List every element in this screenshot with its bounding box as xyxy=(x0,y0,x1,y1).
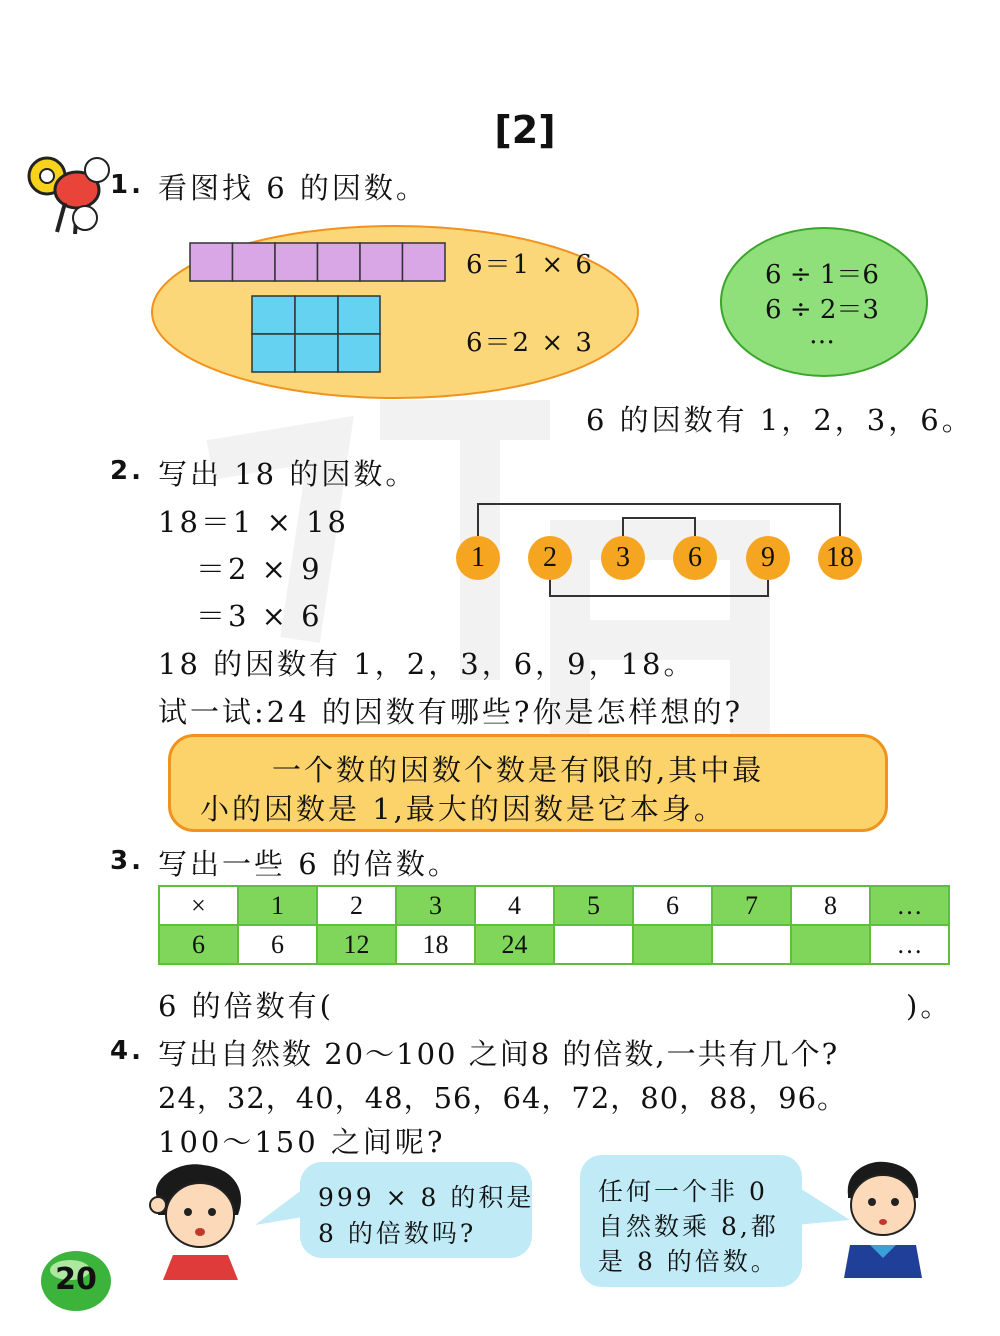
factor-circle: 1 xyxy=(456,536,500,580)
q2-line2: ＝2 × 9 xyxy=(196,552,323,586)
table-cell: 6 xyxy=(159,925,238,964)
girl-bubble-line2: 8 的倍数吗? xyxy=(318,1219,477,1248)
factor-circle: 18 xyxy=(818,536,862,580)
factor-circle: 6 xyxy=(673,536,717,580)
table-cell: 12 xyxy=(317,925,396,964)
mascot-key-icon xyxy=(15,148,110,238)
factor-pair-lines xyxy=(460,498,860,603)
factor-circle: 2 xyxy=(528,536,572,580)
note-line2: 小的因数是 1,最大的因数是它本身。 xyxy=(200,792,726,826)
table-cell: … xyxy=(870,925,949,964)
q3-answer-prefix: 6 的倍数有( xyxy=(158,989,334,1023)
cyan-grid xyxy=(252,296,380,372)
girl-avatar xyxy=(138,1160,268,1280)
table-row xyxy=(159,925,949,964)
q2-conclusion: 18 的因数有 1，2，3，6，9，18。 xyxy=(158,647,696,681)
table-cell: 1 xyxy=(238,886,317,925)
q1-title: 看图找 6 的因数。 xyxy=(158,171,428,205)
note-line1: 一个数的因数个数是有限的,其中最 xyxy=(272,753,765,787)
table-cell: 2 xyxy=(317,886,396,925)
table-cell: 4 xyxy=(475,886,554,925)
q1-div1: 6 ÷ 1＝6 xyxy=(765,260,879,290)
q3-answer-suffix: )。 xyxy=(906,989,953,1023)
table-cell: 5 xyxy=(554,886,633,925)
table-cell: 24 xyxy=(475,925,554,964)
q1-div2: 6 ÷ 2＝3 xyxy=(765,295,879,325)
table-cell[interactable] xyxy=(633,925,712,964)
boy-bubble-line3: 是 8 的倍数。 xyxy=(598,1247,779,1276)
girl-bubble-line1: 999 × 8 的积是 xyxy=(318,1183,535,1212)
q2-title: 写出 18 的因数。 xyxy=(158,457,418,491)
table-row xyxy=(159,886,949,925)
q4-answer: 24，32，40，48，56，64，72，80，88，96。 xyxy=(158,1081,848,1115)
table-cell: … xyxy=(870,886,949,925)
q2-line3: ＝3 × 6 xyxy=(196,599,323,633)
factor-circle: 3 xyxy=(601,536,645,580)
table-cell: 3 xyxy=(396,886,475,925)
q1-eq1: 6＝1 × 6 xyxy=(466,250,594,280)
q1-number: 1. xyxy=(110,170,144,200)
boy-bubble-line2: 自然数乘 8,都 xyxy=(598,1212,779,1241)
table-cell: 7 xyxy=(712,886,791,925)
q2-line1: 18＝1 × 18 xyxy=(158,505,349,539)
table-cell[interactable] xyxy=(712,925,791,964)
page-number: 20 xyxy=(55,1262,97,1297)
q2-number: 2. xyxy=(110,456,144,486)
table-cell: 18 xyxy=(396,925,475,964)
table-cell: × xyxy=(159,886,238,925)
q4-number: 4. xyxy=(110,1036,144,1066)
boy-avatar xyxy=(840,1160,925,1280)
q2-try: 试一试:24 的因数有哪些?你是怎样想的? xyxy=(158,695,743,729)
purple-strip xyxy=(190,243,445,281)
table-cell[interactable] xyxy=(791,925,870,964)
table-cell[interactable] xyxy=(554,925,633,964)
q3-title: 写出一些 6 的倍数。 xyxy=(158,847,460,881)
factor-circle: 9 xyxy=(746,536,790,580)
q4-title: 写出自然数 20～100 之间8 的倍数,一共有几个? xyxy=(158,1037,840,1071)
table-cell: 6 xyxy=(238,925,317,964)
boy-bubble-line1: 任何一个非 0 xyxy=(598,1177,768,1206)
multiples-table xyxy=(158,885,950,965)
table-cell: 8 xyxy=(791,886,870,925)
q3-number: 3. xyxy=(110,846,144,876)
section-title: [2] xyxy=(494,108,556,152)
q1-div3: … xyxy=(809,320,835,350)
q1-conclusion: 6 的因数有 1，2，3，6。 xyxy=(586,403,974,437)
q1-eq2: 6＝2 × 3 xyxy=(466,328,594,358)
q4-follow: 100～150 之间呢? xyxy=(158,1125,446,1159)
table-cell: 6 xyxy=(633,886,712,925)
